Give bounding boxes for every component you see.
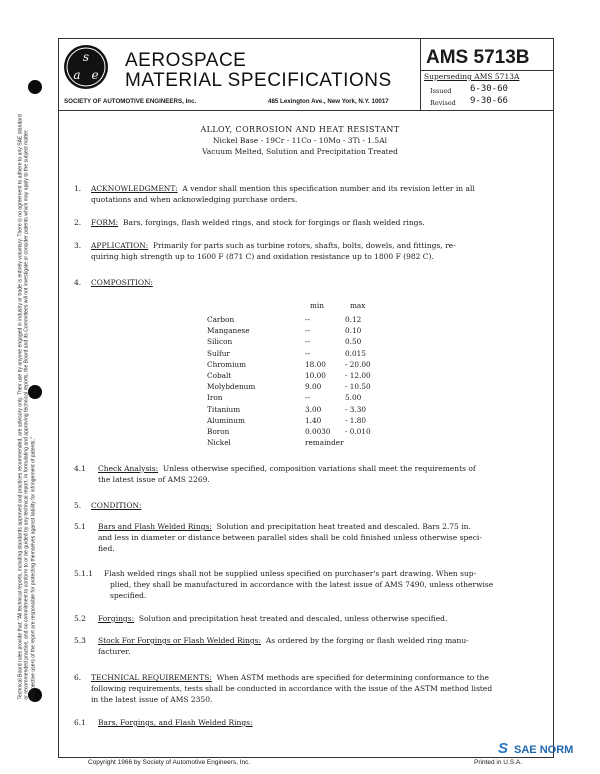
section-text: following requirements, tests shall be conducted in accordance with the issue of the ASTM method listed	[91, 684, 493, 693]
composition-row	[207, 314, 407, 325]
section-text: Solution and precipitation heat treated and descaled, unless otherwise specified.	[138, 614, 448, 623]
section-heading: Bars, Forgings, and Flash Welded Rings:	[98, 718, 253, 727]
composition-element: Nickel	[207, 438, 231, 448]
section-text: quiring high strength up to 1600 F (871 C) and oxidation resistance up to 1800 F (982 C).	[91, 252, 434, 261]
section-text: Solution and precipitation heat treated and descaled. Bars 2.75 in.	[216, 522, 471, 531]
composition-max: - 1.80	[345, 415, 367, 425]
revised-date: 9-30-66	[470, 96, 508, 106]
section-heading: Check Analysis:	[98, 464, 159, 473]
composition-element: Titanium	[207, 404, 241, 414]
composition-max: 0.50	[345, 337, 362, 347]
issued-label: Issued	[430, 87, 452, 95]
composition-element: Sulfur	[207, 348, 230, 358]
punch-hole-top	[28, 80, 42, 94]
composition-row	[207, 348, 407, 359]
section-number: 5.	[74, 501, 82, 510]
section-acknowledgment	[91, 183, 539, 205]
composition-max: - 3.30	[345, 404, 367, 414]
composition-max: 5.00	[345, 393, 362, 403]
section-text: When ASTM methods are specified for determining conformance to the	[216, 673, 489, 682]
composition-row	[207, 426, 407, 437]
header-title-line1: AEROSPACE	[125, 50, 247, 71]
section-heading: ACKNOWLEDGMENT:	[91, 184, 178, 193]
composition-max-header: max	[350, 301, 366, 310]
header-rule	[58, 110, 554, 111]
section-text: A vendor shall mention this specification number and its revision letter in all	[182, 184, 475, 193]
composition-min: 0.0030	[305, 426, 331, 436]
issued-date: 6-30-60	[470, 84, 508, 94]
sae-norm-watermark	[498, 740, 573, 758]
technical-board-note: Technical Board rules provide that: "All technical reports, including standards approved and practices recommended, are advisory only. Their use by anyone engaged in industry or trade is entirely voluntary. There is no agreement to adhere to any SAE standard or recommended practice, and no commitment to conform to or be guided by any technical report. In formulating and approving technical reports, the Board and its Committees will not investigate or consider patents which may apply to the subject matter. Prospective users of the report are responsible for protecting themselves against liability for infringement of patents."	[17, 114, 37, 700]
section-number: 4.1	[74, 464, 86, 473]
section-heading: TECHNICAL REQUIREMENTS:	[91, 673, 212, 682]
composition-min-header: min	[310, 301, 324, 310]
section-number: 1.	[74, 184, 82, 193]
composition-row	[207, 359, 407, 370]
composition-min: --	[305, 348, 310, 358]
section-text: in the latest issue of AMS 2350.	[91, 695, 213, 704]
sae-logo	[63, 44, 109, 90]
section-heading: APPLICATION:	[91, 241, 149, 250]
composition-min: --	[305, 315, 310, 324]
composition-min: 9.00	[305, 382, 322, 392]
watermark-text: SAE NORM	[514, 744, 574, 756]
material-composition-title: Nickel Base - 19Cr - 11Co - 10Mo - 3Ti - 1.5Al	[212, 136, 388, 145]
section-text: Primarily for parts such as turbine rotors, shafts, bolts, dowels, and fittings, re-	[152, 241, 456, 250]
composition-element: Iron	[207, 393, 223, 403]
section-number: 5.1	[74, 522, 86, 531]
composition-max: 0.12	[345, 315, 362, 324]
copyright-notice: Copyright 1966 by Society of Automotive Engineers, Inc.	[88, 759, 251, 766]
composition-element: Cobalt	[207, 370, 232, 380]
composition-max: - 12.00	[345, 370, 371, 380]
section-technical-requirements	[91, 672, 546, 705]
composition-element: Chromium	[207, 359, 247, 369]
section-number: 6.1	[74, 718, 86, 727]
composition-element: Silicon	[207, 337, 233, 347]
section-text: Flash welded rings shall not be supplied unless specified on purchaser's part drawing. When sup-	[104, 569, 477, 578]
section-text: As ordered by the forging or flash welded ring manu-	[265, 636, 469, 645]
section-text: quotations and when acknowledging purchase orders.	[91, 195, 298, 204]
section-number: 2.	[74, 218, 82, 227]
section-composition	[91, 277, 153, 288]
section-text: plied, they shall be manufactured in accordance with the latest issue of AMS 7490, unless otherwise	[110, 580, 494, 589]
composition-max: - 20.00	[345, 359, 371, 369]
section-heading: Bars and Flash Welded Rings:	[98, 522, 212, 531]
composition-min: 18.00	[305, 359, 326, 369]
svg-text:a: a	[73, 68, 81, 82]
section-number: 5.2	[74, 614, 86, 623]
section-number: 6.	[74, 673, 82, 682]
printed-notice: Printed in U.S.A.	[474, 759, 523, 766]
composition-max: - 0.010	[345, 426, 371, 436]
section-text: facturer.	[98, 647, 131, 656]
header-divider	[420, 38, 421, 110]
composition-min: 3.00	[305, 404, 322, 414]
section-number: 5.1.1	[74, 569, 94, 578]
composition-row	[207, 370, 407, 381]
section-number: 5.3	[74, 636, 86, 645]
composition-table	[207, 314, 407, 448]
composition-element: Molybdenum	[207, 382, 256, 392]
composition-row	[207, 325, 407, 336]
composition-row	[207, 404, 407, 415]
composition-element: Manganese	[207, 326, 250, 336]
superseding-note: Superseding AMS 5713A	[424, 72, 520, 81]
section-heading: FORM:	[91, 218, 119, 227]
composition-min: --	[305, 337, 310, 347]
composition-row	[207, 381, 407, 392]
composition-min: 10.00	[305, 370, 326, 380]
section-text: Bars, forgings, flash welded rings, and stock for forgings or flash welded rings.	[123, 218, 425, 227]
composition-min: --	[305, 393, 310, 403]
composition-row	[207, 415, 407, 426]
svg-text:s: s	[82, 50, 90, 64]
material-condition-title: Vacuum Melted, Solution and Precipitation Treated	[202, 147, 398, 156]
section-flash-welded-rings	[104, 568, 544, 601]
section-text: fied.	[98, 544, 115, 553]
composition-max: 0.10	[345, 326, 362, 336]
header-title-line2: MATERIAL SPECIFICATIONS	[125, 70, 392, 91]
section-bars-rings	[98, 521, 544, 554]
section-application	[91, 240, 541, 262]
section-text: and less in diameter or distance between parallel sides shall be cold finished unless otherwise speci-	[98, 533, 482, 542]
section-condition	[91, 500, 141, 511]
composition-min: 1.40	[305, 415, 322, 425]
section-text: Unless otherwise specified, composition variations shall meet the requirements of	[162, 464, 476, 473]
section-check-analysis	[98, 463, 544, 485]
section-text: specified.	[110, 591, 147, 600]
society-name: SOCIETY OF AUTOMOTIVE ENGINEERS, Inc.	[64, 98, 197, 105]
section-heading: Forgings:	[98, 614, 135, 623]
revised-label: Revised	[430, 99, 456, 107]
section-bars-forgings	[98, 717, 253, 728]
spec-number: AMS 5713B	[426, 47, 530, 68]
composition-element: Aluminum	[207, 415, 245, 425]
material-title: ALLOY, CORROSION AND HEAT RESISTANT	[200, 125, 400, 134]
section-heading: Stock For Forgings or Flash Welded Rings:	[98, 636, 262, 645]
section-heading: CONDITION:	[91, 501, 142, 510]
section-form	[91, 217, 539, 228]
section-stock	[98, 635, 544, 657]
composition-row	[207, 336, 407, 347]
composition-row	[207, 392, 407, 403]
composition-max: - 10.50	[345, 382, 371, 392]
composition-max: 0.015	[345, 348, 366, 358]
watermark-logo-icon: S	[498, 740, 509, 757]
composition-element: Carbon	[207, 315, 235, 324]
section-forgings	[98, 613, 544, 624]
composition-min: --	[305, 326, 310, 336]
spec-number-rule	[420, 70, 554, 71]
composition-row	[207, 437, 407, 448]
composition-min: remainder	[305, 438, 344, 448]
section-number: 3.	[74, 241, 82, 250]
svg-text:e: e	[91, 68, 99, 82]
section-text: the latest issue of AMS 2269.	[98, 475, 210, 484]
composition-element: Boron	[207, 426, 230, 436]
section-number: 4.	[74, 278, 82, 287]
section-heading: COMPOSITION:	[91, 278, 153, 287]
society-address: 485 Lexington Ave., New York, N.Y. 10017	[268, 98, 389, 105]
